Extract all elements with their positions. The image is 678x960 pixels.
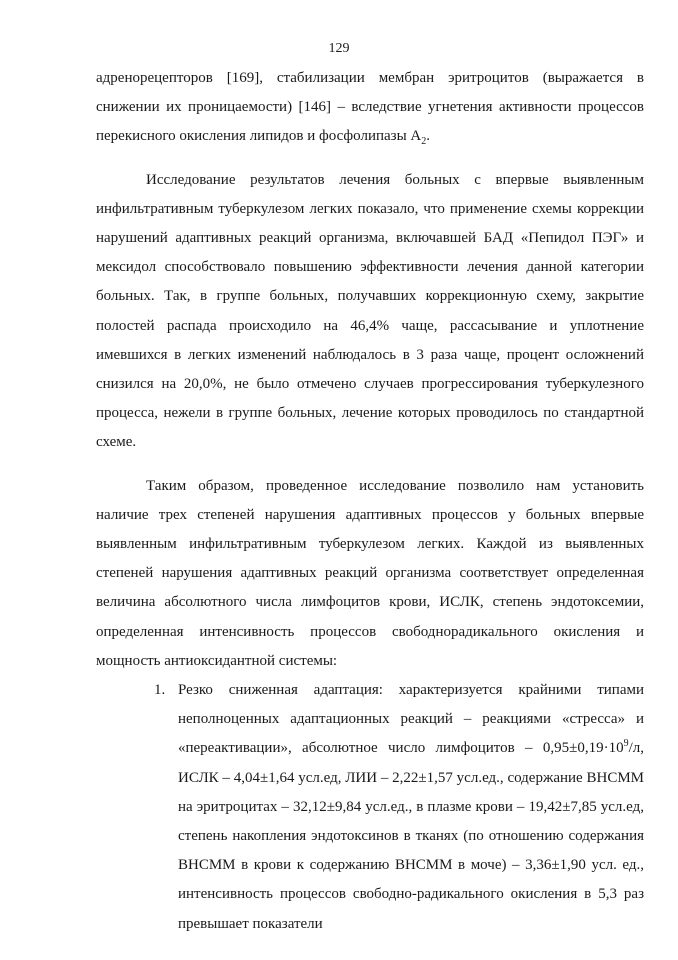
numbered-list — [96, 676, 644, 939]
superscript: 9 — [623, 738, 629, 750]
subscript: 2 — [421, 136, 427, 148]
paragraph-continuation: адренорецепторов [169], стабилизации мембран эритроцитов (выражается в снижении их проницаемости) [146] – вследствие угнетения активности процессов перекисного окисления липидов и фосфолипазы $А_2$. — [96, 70, 644, 148]
list-item: 1. Резко сниженная адаптация: характеризуется крайними типами неполноценных адаптационных реакций – реакциями «стресса» и «переактивации», абсолютное число лимфоцитов – $0,95\pm 0,19\cdot 10^9/л$, ИСЛК – 4,04±1,64 усл.ед, ЛИИ – 2,22±1,57 усл.ед., содержание ВНСММ на эритроцитах – 32,12±9,84 усл.ед., в плазме крови – 19,42±7,85 усл.ед, степень накопления эндотоксинов в тканях (по отношению содержания ВНСММ в крови к содержанию ВНСММ в моче) – 3,36±1,90 усл. ед., интенсивность процессов свободно-радикального окисления в 5,3 раз превышает показатели — [178, 676, 644, 939]
paragraph-conclusion: Таким образом, проведенное исследование позволило нам установить наличие трех степеней нарушения адаптивных процессов у больных впервые выявленным инфильтративным туберкулезом легких. Каждой из выявленных степеней нарушения адаптивных реакций организма соответствует определенная величина абсолютного числа лимфоцитов крови, ИСЛК, степень эндотоксемии, определенная интенсивность процессов свободнорадикального окисления и мощность антиоксидантной системы: — [96, 477, 644, 669]
document-body — [96, 64, 644, 939]
paragraph-treatment-results: Исследование результатов лечения больных с впервые выявленным инфильтративным туберкулезом легких показало, что применение схемы коррекции нарушений адаптивных реакций организма, включавшей БАД «Пепидол ПЭГ» и мексидол способствовало повышению эффективности лечения данной категории больных. Так, в группе больных, получавших коррекционную схему, закрытие полостей распада происходило на 46,4% чаще, рассасывание и уплотнение имевшихся в легких изменений наблюдалось в 3 раза чаще, процент осложнений снизился на 20,0%, не было отмечено случаев прогрессирования туберкулезного процесса, нежели в группе больных, лечение которых проводилось по стандартной схеме. — [96, 171, 644, 451]
list-item-number: 1. — [154, 682, 166, 699]
page-number: 129 — [328, 41, 350, 56]
